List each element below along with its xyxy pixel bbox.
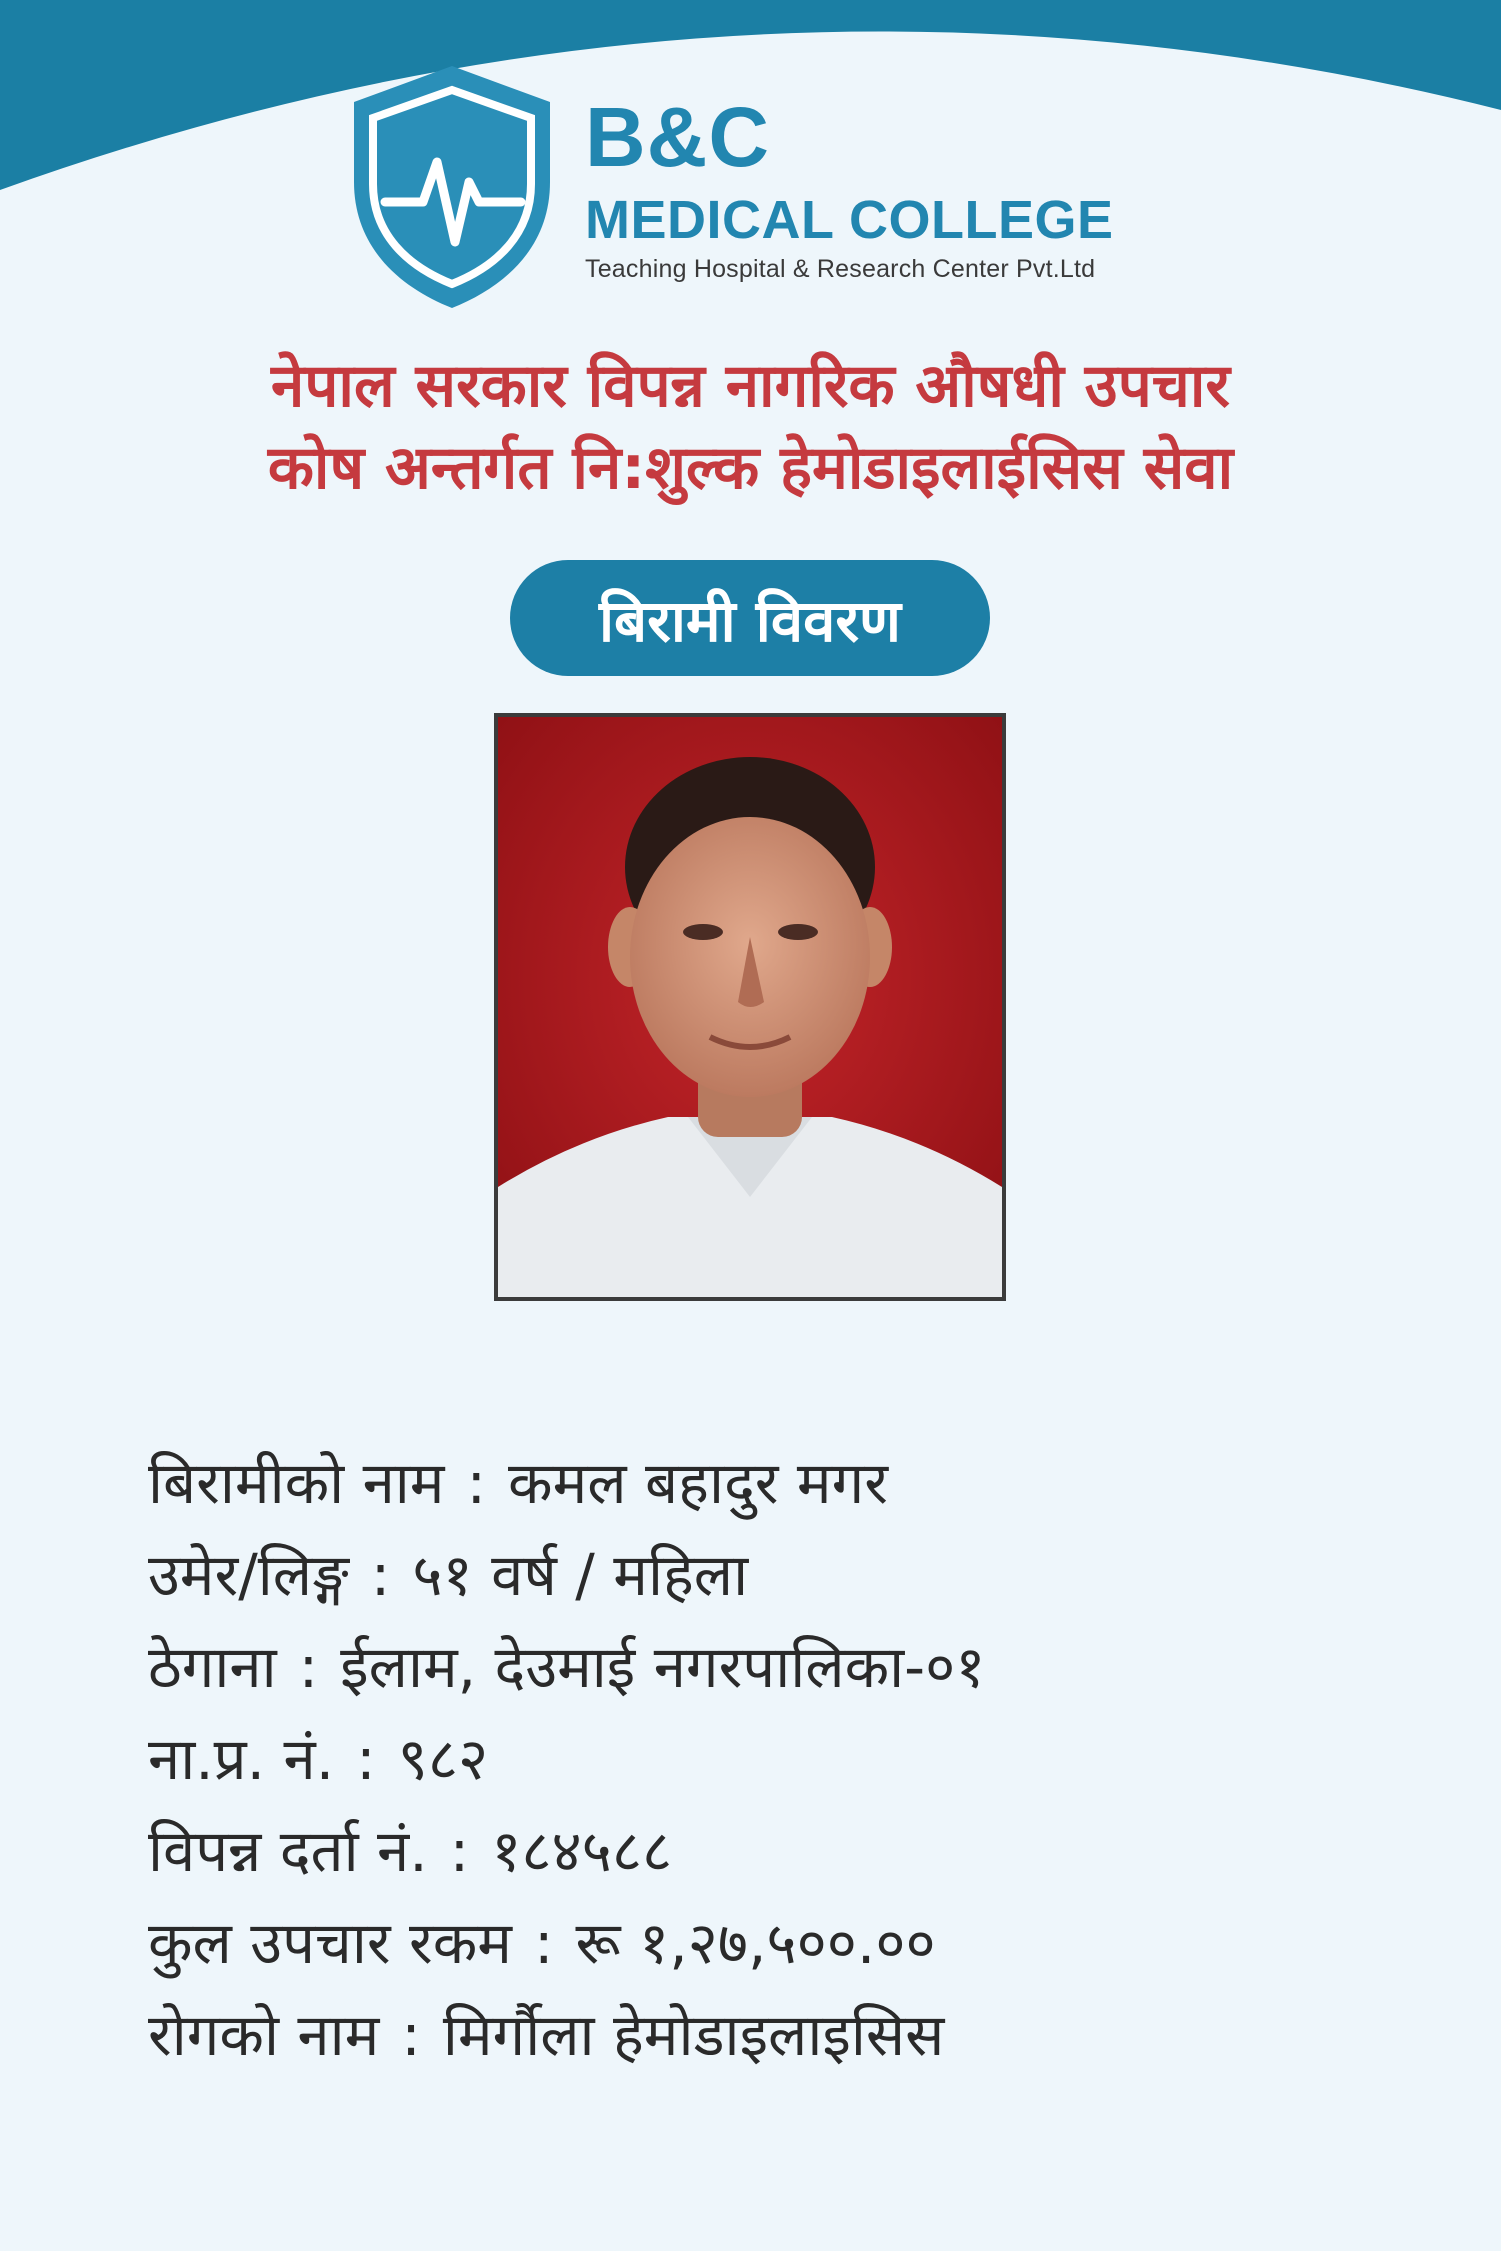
detail-value: रू १,२७,५००.००	[575, 1909, 936, 1977]
detail-row-amount	[148, 1897, 1398, 1989]
brand-block	[585, 90, 1285, 284]
section-title-badge: बिरामी विवरण	[510, 560, 990, 676]
detail-value: ईलाम, देउमाई नगरपालिका-०१	[340, 1633, 986, 1701]
college-logo	[345, 62, 560, 312]
detail-label: ना.प्र. नं.	[148, 1725, 335, 1793]
detail-label: रोगको नाम	[148, 2001, 380, 2069]
detail-row-address	[148, 1621, 1398, 1713]
detail-separator: :	[356, 1725, 376, 1793]
headline-line-2: कोष अन्तर्गत नि:शुल्क हेमोडाइलाईसिस सेवा	[267, 433, 1234, 503]
detail-value: ९८२	[397, 1725, 489, 1793]
college-tagline: Teaching Hospital & Research Center Pvt.Ltd	[585, 255, 1096, 283]
detail-label: विपन्न दर्ता नं.	[148, 1817, 428, 1885]
patient-photo	[494, 713, 1006, 1301]
shield-heartbeat-icon	[345, 62, 560, 312]
detail-value: १८४५८८	[491, 1817, 673, 1885]
detail-row-name	[148, 1437, 1398, 1529]
detail-label: ठेगाना	[148, 1633, 277, 1701]
detail-row-disease	[148, 1989, 1398, 2081]
detail-separator: :	[298, 1633, 319, 1701]
college-short-name: B&C	[585, 90, 770, 184]
program-headline	[0, 345, 1501, 509]
detail-separator: :	[534, 1909, 554, 1977]
detail-label: बिरामीको नाम	[148, 1449, 445, 1517]
patient-details	[148, 1437, 1398, 2081]
detail-label: उमेर/लिङ्ग	[148, 1541, 349, 1609]
detail-separator: :	[449, 1817, 470, 1885]
detail-separator: :	[370, 1541, 391, 1609]
detail-value: ५१ वर्ष / महिला	[412, 1541, 749, 1609]
detail-row-registration	[148, 1805, 1398, 1897]
detail-row-citizenship	[148, 1713, 1398, 1805]
detail-separator: :	[401, 2001, 421, 2069]
detail-separator: :	[466, 1449, 487, 1517]
detail-label: कुल उपचार रकम	[148, 1909, 512, 1977]
detail-value: कमल बहादुर मगर	[508, 1449, 888, 1517]
headline-line-1: नेपाल सरकार विपन्न नागरिक औषधी उपचार	[271, 351, 1230, 421]
detail-row-age-gender	[148, 1529, 1398, 1621]
detail-value: मिर्गौला हेमोडाइलाइसिस	[442, 2001, 945, 2069]
college-name: MEDICAL COLLEGE	[585, 190, 1114, 250]
